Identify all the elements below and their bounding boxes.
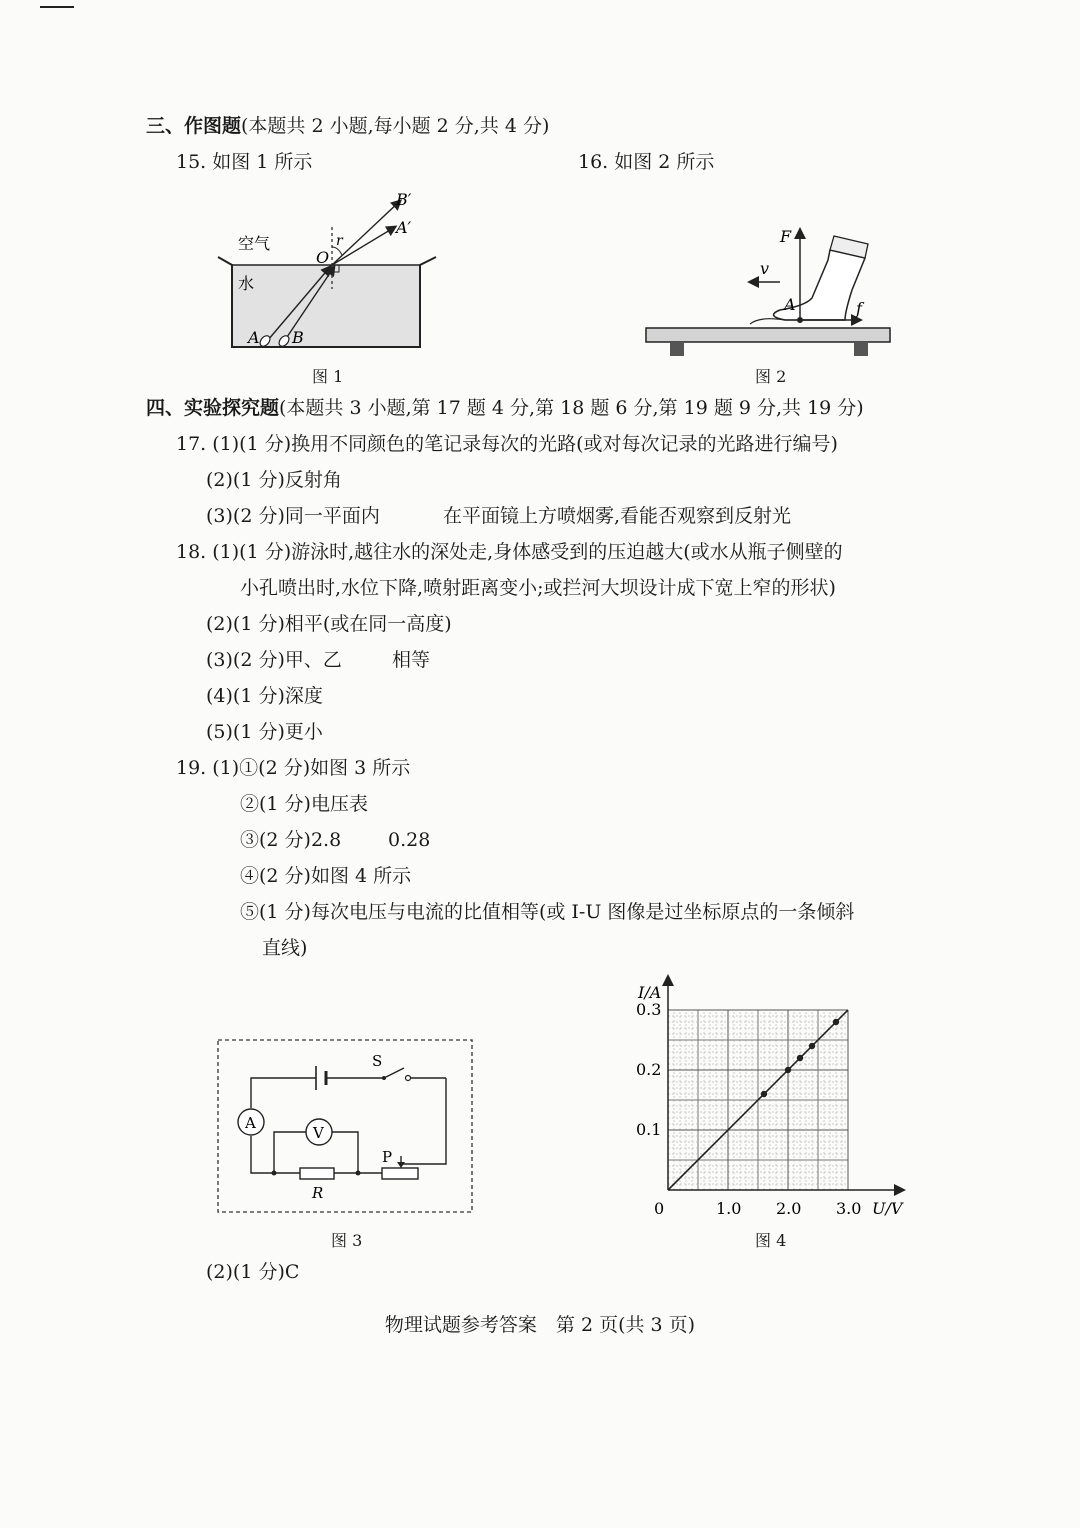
figure-4-iu-chart — [630, 970, 920, 1230]
q17-part3-extra: 在平面镜上方喷烟雾,看能否观察到反射光 — [443, 505, 792, 527]
q18-part2: (2)(1 分)相平(或在同一高度) — [206, 613, 452, 635]
label-water: 水 — [238, 274, 255, 293]
q19-part2: (2)(1 分)C — [206, 1261, 300, 1283]
q19-part1-4: ④(2 分)如图 4 所示 — [240, 865, 412, 887]
figure-3-circuit-diagram — [216, 1038, 476, 1216]
q16-answer: 16. 如图 2 所示 — [578, 151, 715, 173]
contact-point-a — [797, 317, 803, 323]
page-corner-mark — [40, 6, 74, 8]
resistor-r — [300, 1168, 334, 1179]
data-point — [761, 1091, 767, 1097]
q17-part1: 17. (1)(1 分)换用不同颜色的笔记录每次的光路(或对每次记录的光路进行编号) — [176, 433, 838, 455]
y-tick-label: 0.2 — [636, 1060, 662, 1079]
x-tick-label: 3.0 — [836, 1199, 862, 1218]
data-point — [797, 1055, 803, 1061]
wire-top-left — [251, 1078, 316, 1108]
q18-part4: (4)(1 分)深度 — [206, 685, 323, 707]
q19-part1-3-extra: 0.28 — [388, 829, 431, 851]
label-f-upper: F — [780, 227, 792, 246]
q17-part2: (2)(1 分)反射角 — [206, 469, 342, 491]
x-tick-label: 2.0 — [776, 1199, 802, 1218]
slider-label: P — [382, 1148, 393, 1166]
q19-part1-5-cont: 直线) — [262, 937, 308, 959]
figure-2-friction-diagram — [640, 220, 900, 370]
q19-part1-5: ⑤(1 分)每次电压与电流的比值相等(或 I-U 图像是过坐标原点的一条倾斜 — [240, 901, 855, 923]
y-axis-label: I/A — [638, 983, 662, 1002]
q18-part1-cont: 小孔喷出时,水位下降,喷射距离变小;或拦河大坝设计成下宽上窄的形状) — [240, 577, 836, 599]
q18-part3-extra: 相等 — [392, 649, 431, 671]
q19-part1-3: ③(2 分)2.8 — [240, 829, 342, 851]
section4-title: 四、实验探究题(本题共 3 小题,第 17 题 4 分,第 18 题 6 分,第 19 题 9 分,共 19 分) — [146, 397, 864, 419]
wire-voltmeter-right — [332, 1132, 358, 1173]
floor-board — [646, 328, 890, 342]
x-axis-label: U/V — [872, 1199, 903, 1218]
x-tick-label: 1.0 — [716, 1199, 742, 1218]
page-footer: 物理试题参考答案 第 2 页(共 3 页) — [384, 1314, 696, 1336]
q19-part1-2: ②(1 分)电压表 — [240, 793, 368, 815]
label-f-lower: f — [856, 299, 862, 318]
switch-blade — [384, 1068, 404, 1078]
figure-4-caption: 图 4 — [755, 1231, 787, 1250]
figure-1-refraction-diagram — [210, 185, 450, 365]
figure-3-caption: 图 3 — [331, 1231, 363, 1250]
data-point — [809, 1043, 815, 1049]
water-region — [232, 265, 420, 347]
data-point — [833, 1019, 839, 1025]
label-o: O — [316, 248, 330, 267]
q18-part5: (5)(1 分)更小 — [206, 721, 323, 743]
wire-right-down — [401, 1078, 446, 1164]
figure-1-caption: 图 1 — [312, 367, 344, 386]
y-tick-label: 0.3 — [636, 1000, 662, 1019]
section3-title: 三、作图题(本题共 2 小题,每小题 2 分,共 4 分) — [146, 115, 550, 137]
label-r: r — [336, 233, 343, 249]
junction-left — [272, 1171, 277, 1176]
slider-arrowhead — [397, 1162, 405, 1168]
y-tick-label: 0.1 — [636, 1120, 662, 1139]
rheostat — [382, 1168, 418, 1179]
q19-part1-1: 19. (1)①(2 分)如图 3 所示 — [176, 757, 411, 779]
label-a-prime: A′ — [396, 218, 412, 237]
ammeter-label: A — [245, 1114, 256, 1132]
switch-label: S — [372, 1052, 383, 1070]
label-b: B — [292, 328, 304, 347]
resistor-label: R — [312, 1184, 324, 1202]
label-a: A — [248, 328, 260, 347]
label-b-prime: B′ — [396, 190, 412, 209]
label-v: v — [760, 259, 770, 278]
figure-2-caption: 图 2 — [755, 367, 787, 386]
label-air: 空气 — [238, 234, 271, 253]
junction-right — [356, 1171, 361, 1176]
q17-part3: (3)(2 分)同一平面内 — [206, 505, 380, 527]
floor-support-left — [670, 342, 684, 356]
wire-voltmeter — [274, 1132, 306, 1173]
switch-contact — [406, 1076, 411, 1081]
label-a: A — [784, 295, 796, 314]
switch-pivot — [382, 1076, 386, 1080]
q18-part1: 18. (1)(1 分)游泳时,越往水的深处走,身体感受到的压迫越大(或水从瓶子侧壁的 — [176, 541, 843, 563]
floor-support-right — [854, 342, 868, 356]
voltmeter-label: V — [313, 1124, 324, 1142]
x-tick-label: 0 — [654, 1199, 665, 1218]
data-point — [785, 1067, 791, 1073]
q15-answer: 15. 如图 1 所示 — [176, 151, 313, 173]
q18-part3: (3)(2 分)甲、乙 — [206, 649, 342, 671]
